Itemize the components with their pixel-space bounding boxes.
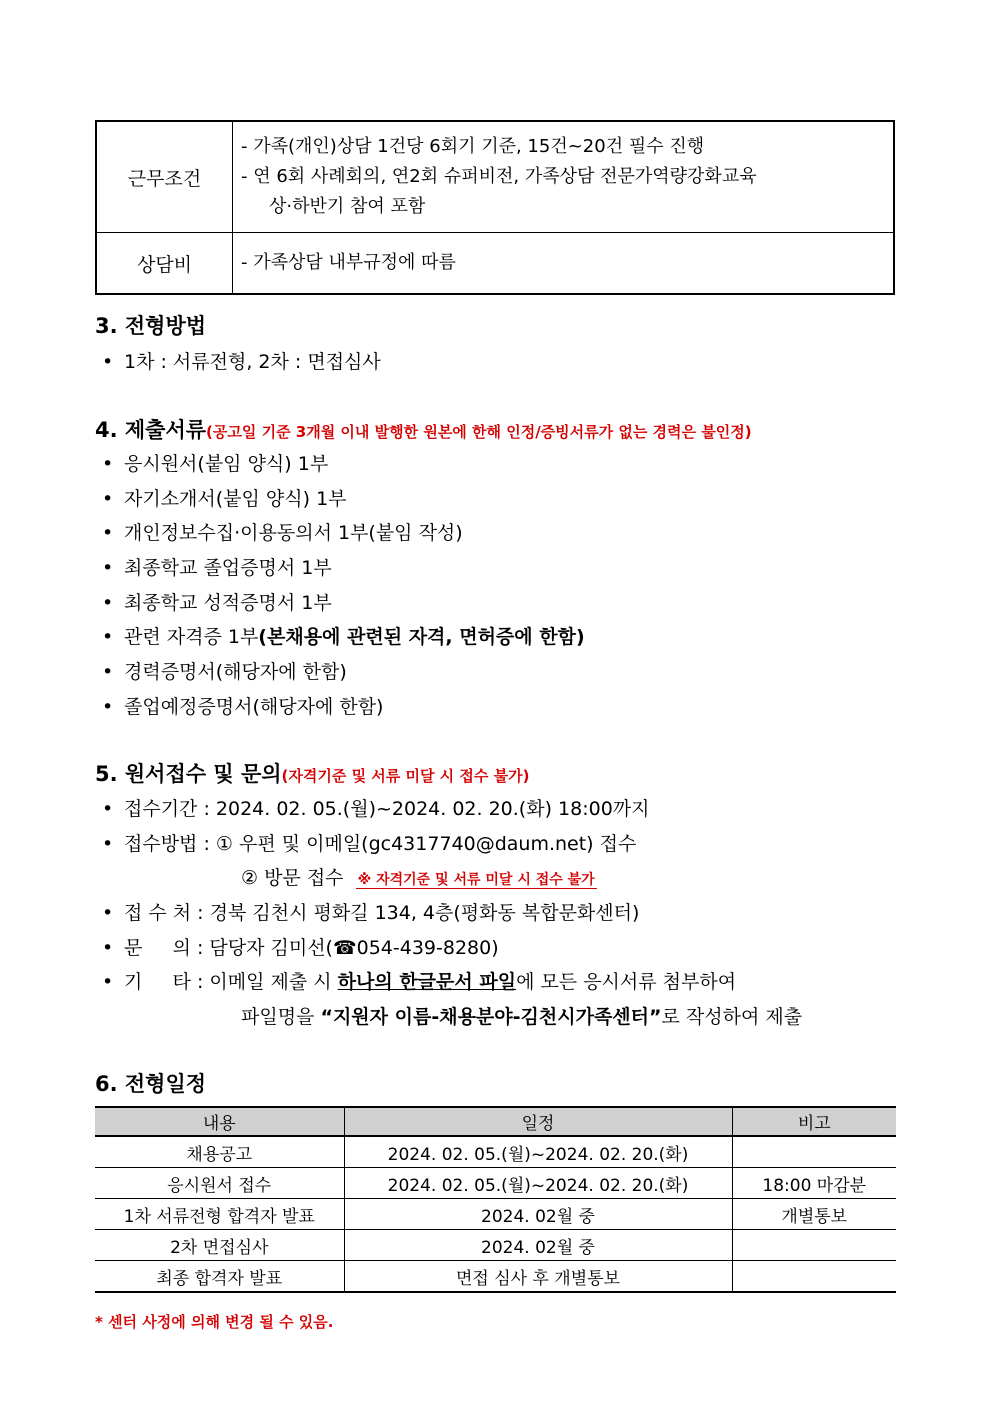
- table-row: [95, 1261, 896, 1293]
- section-4-title: 4. 제출서류(공고일 기준 3개월 이내 발행한 원본에 한해 인정/증빙서류가 없는 경력은 불인정): [95, 418, 752, 442]
- list-item: • 경력증명서(해당자에 한함): [102, 661, 347, 683]
- section-5-title: 5. 원서접수 및 문의(자격기준 및 서류 미달 시 접수 불가): [95, 762, 530, 786]
- list-item: ② 방문 접수 ※ 자격기준 및 서류 미달 시 접수 불가: [241, 867, 595, 889]
- table-cell: 최종 합격자 발표: [95, 1261, 344, 1293]
- bullet-icon: •: [102, 488, 114, 510]
- table-cell: 채용공고: [95, 1136, 344, 1168]
- work-conditions-line-1: - 가족(개인)상담 1건당 6회기 기준, 15건~20건 필수 진행: [241, 136, 705, 157]
- table-header: 내용: [95, 1107, 344, 1136]
- fee-header: 상담비: [96, 233, 233, 295]
- method-note: ※ 자격기준 및 서류 미달 시 접수 불가: [357, 872, 595, 888]
- list-item: 파일명을 “지원자 이름-채용분야-김천시가족센터”로 작성하여 제출: [241, 1006, 803, 1028]
- table-cell: 응시원서 접수: [95, 1168, 344, 1199]
- list-item: • 1차 : 서류전형, 2차 : 면접심사: [102, 351, 381, 373]
- table-header: 비고: [732, 1107, 896, 1136]
- list-item: • 응시원서(붙임 양식) 1부: [102, 453, 329, 475]
- list-item: • 문 의 : 담당자 김미선(☎054-439-8280): [102, 937, 499, 959]
- section-5-note: (자격기준 및 서류 미달 시 접수 불가): [281, 767, 530, 785]
- schedule-table: [95, 1106, 896, 1293]
- table-row: [95, 1230, 896, 1261]
- bullet-icon: •: [102, 453, 114, 475]
- list-item: • 최종학교 졸업증명서 1부: [102, 557, 332, 579]
- section-3-title: 3. 전형방법: [95, 314, 207, 338]
- bullet-icon: •: [102, 522, 114, 544]
- list-item: • 개인정보수집·이용동의서 1부(붙임 작성): [102, 522, 463, 544]
- list-item: • 접수방법 : ① 우편 및 이메일(gc4317740@daum.net) 접수: [102, 833, 637, 855]
- table-header: 일정: [344, 1107, 732, 1136]
- table-row: [95, 1168, 896, 1199]
- list-item: • 졸업예정증명서(해당자에 한함): [102, 696, 384, 718]
- table-cell: 2차 면접심사: [95, 1230, 344, 1261]
- table-cell: 2024. 02. 05.(월)~2024. 02. 20.(화): [344, 1168, 732, 1199]
- table-cell: [732, 1230, 896, 1261]
- work-conditions-line-2: - 연 6회 사례회의, 연2회 슈퍼비전, 가족상담 전문가역량강화교육: [241, 166, 757, 187]
- conditions-table: [95, 120, 895, 295]
- work-conditions-cell: [233, 121, 895, 233]
- bullet-icon: •: [102, 351, 114, 373]
- list-item: • 최종학교 성적증명서 1부: [102, 592, 332, 614]
- table-cell: 1차 서류전형 합격자 발표: [95, 1199, 344, 1230]
- bullet-icon: •: [102, 833, 114, 855]
- table-cell: [732, 1261, 896, 1293]
- table-cell: 2024. 02월 중: [344, 1230, 732, 1261]
- work-conditions-header: 근무조건: [96, 121, 233, 233]
- bullet-icon: •: [102, 592, 114, 614]
- table-cell: 2024. 02월 중: [344, 1199, 732, 1230]
- table-row: [95, 1199, 896, 1230]
- table-row: [95, 1136, 896, 1168]
- bullet-icon: •: [102, 902, 114, 924]
- table-cell: 개별통보: [732, 1199, 896, 1230]
- footnote: * 센터 사정에 의해 변경 될 수 있음.: [95, 1313, 334, 1331]
- bullet-icon: •: [102, 937, 114, 959]
- list-item: • 접수기간 : 2024. 02. 05.(월)~2024. 02. 20.(화) 18:00까지: [102, 798, 650, 820]
- table-cell: 2024. 02. 05.(월)~2024. 02. 20.(화): [344, 1136, 732, 1168]
- list-item: • 기 타 : 이메일 제출 시 하나의 한글문서 파일에 모든 응시서류 첨부하여: [102, 971, 737, 993]
- bullet-icon: •: [102, 626, 114, 648]
- bullet-icon: •: [102, 661, 114, 683]
- table-cell: 면접 심사 후 개별통보: [344, 1261, 732, 1293]
- fee-cell: - 가족상담 내부규정에 따름: [233, 233, 895, 295]
- list-item: • 접 수 처 : 경북 김천시 평화길 134, 4층(평화동 복합문화센터): [102, 902, 640, 924]
- list-item: • 자기소개서(붙임 양식) 1부: [102, 488, 347, 510]
- table-cell: 18:00 마감분: [732, 1168, 896, 1199]
- list-item: • 관련 자격증 1부(본채용에 관련된 자격, 면허증에 한함): [102, 626, 585, 648]
- work-conditions-line-3: 상·하반기 참여 포함: [269, 196, 426, 217]
- bullet-icon: •: [102, 557, 114, 579]
- table-cell: [732, 1136, 896, 1168]
- section-4-note: (공고일 기준 3개월 이내 발행한 원본에 한해 인정/증빙서류가 없는 경력은 불인정): [206, 423, 752, 441]
- section-6-title: 6. 전형일정: [95, 1072, 207, 1096]
- bullet-icon: •: [102, 798, 114, 820]
- bullet-icon: •: [102, 971, 114, 993]
- bullet-icon: •: [102, 696, 114, 718]
